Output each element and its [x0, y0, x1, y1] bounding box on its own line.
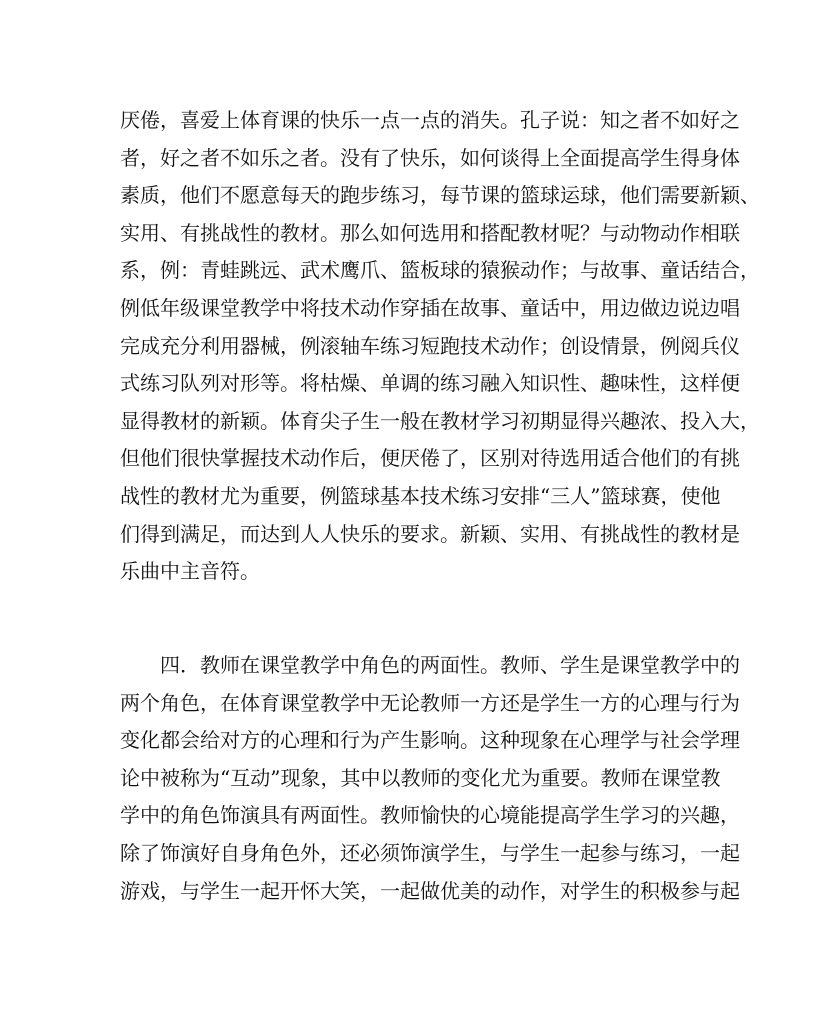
- text-line: 系，例：青蛙跳远、武术鹰爪、篮板球的猿猴动作；与故事、童话结合，: [120, 258, 760, 283]
- text-line: 完成充分利用器械，例滚轴车练习短跑技术动作；创设情景，例阅兵仪: [120, 333, 740, 358]
- text-line: 厌倦，喜爱上体育课的快乐一点一点的消失。孔子说：知之者不如好之: [120, 108, 740, 132]
- paragraph-1: [120, 102, 760, 591]
- paragraph-2: [120, 647, 740, 910]
- text-line: 两个角色，在体育课堂教学中无论教师一方还是学生一方的心理与行为: [120, 690, 740, 715]
- text-line: 们得到满足，而达到人人快乐的要求。新颖、实用、有挑战性的教材是: [120, 521, 740, 546]
- text-line: 乐曲中主音符。: [120, 559, 260, 584]
- text-line: 论中被称为“互动”现象，其中以教师的变化尤为重要。教师在课堂教: [120, 765, 721, 790]
- text-line: 游戏，与学生一起开怀大笑，一起做优美的动作，对学生的积极参与起: [120, 878, 740, 903]
- text-line: 实用、有挑战性的教材。那么如何选用和搭配教材呢？与动物动作相联: [120, 220, 740, 245]
- text-line: 者，好之者不如乐之者。没有了快乐，如何谈得上全面提高学生得身体: [120, 145, 740, 170]
- text-line: 显得教材的新颖。体育尖子生一般在教材学习初期显得兴趣浓、投入大，: [120, 408, 760, 433]
- text-line: 学中的角色饰演具有两面性。教师愉快的心境能提高学生学习的兴趣，: [120, 803, 740, 828]
- text-line: 素质，他们不愿意每天的跑步练习，每节课的篮球运球，他们需要新颖、: [120, 183, 760, 208]
- text-line: 战性的教材尤为重要，例篮球基本技术练习安排“三人”篮球赛，使他: [120, 483, 721, 508]
- text-line: 例低年级课堂教学中将技术动作穿插在故事、童话中，用边做边说边唱: [120, 295, 740, 320]
- text-line: 四．教师在课堂教学中角色的两面性。教师、学生是课堂教学中的: [160, 653, 740, 677]
- text-line: 式练习队列对形等。将枯燥、单调的练习融入知识性、趣味性，这样便: [120, 371, 740, 396]
- text-line: 但他们很快掌握技术动作后，便厌倦了，区别对待选用适合他们的有挑: [120, 446, 740, 471]
- text-line: 除了饰演好自身角色外，还必须饰演学生，与学生一起参与练习，一起: [120, 840, 740, 865]
- text-line: 变化都会给对方的心理和行为产生影响。这种现象在心理学与社会学理: [120, 728, 740, 753]
